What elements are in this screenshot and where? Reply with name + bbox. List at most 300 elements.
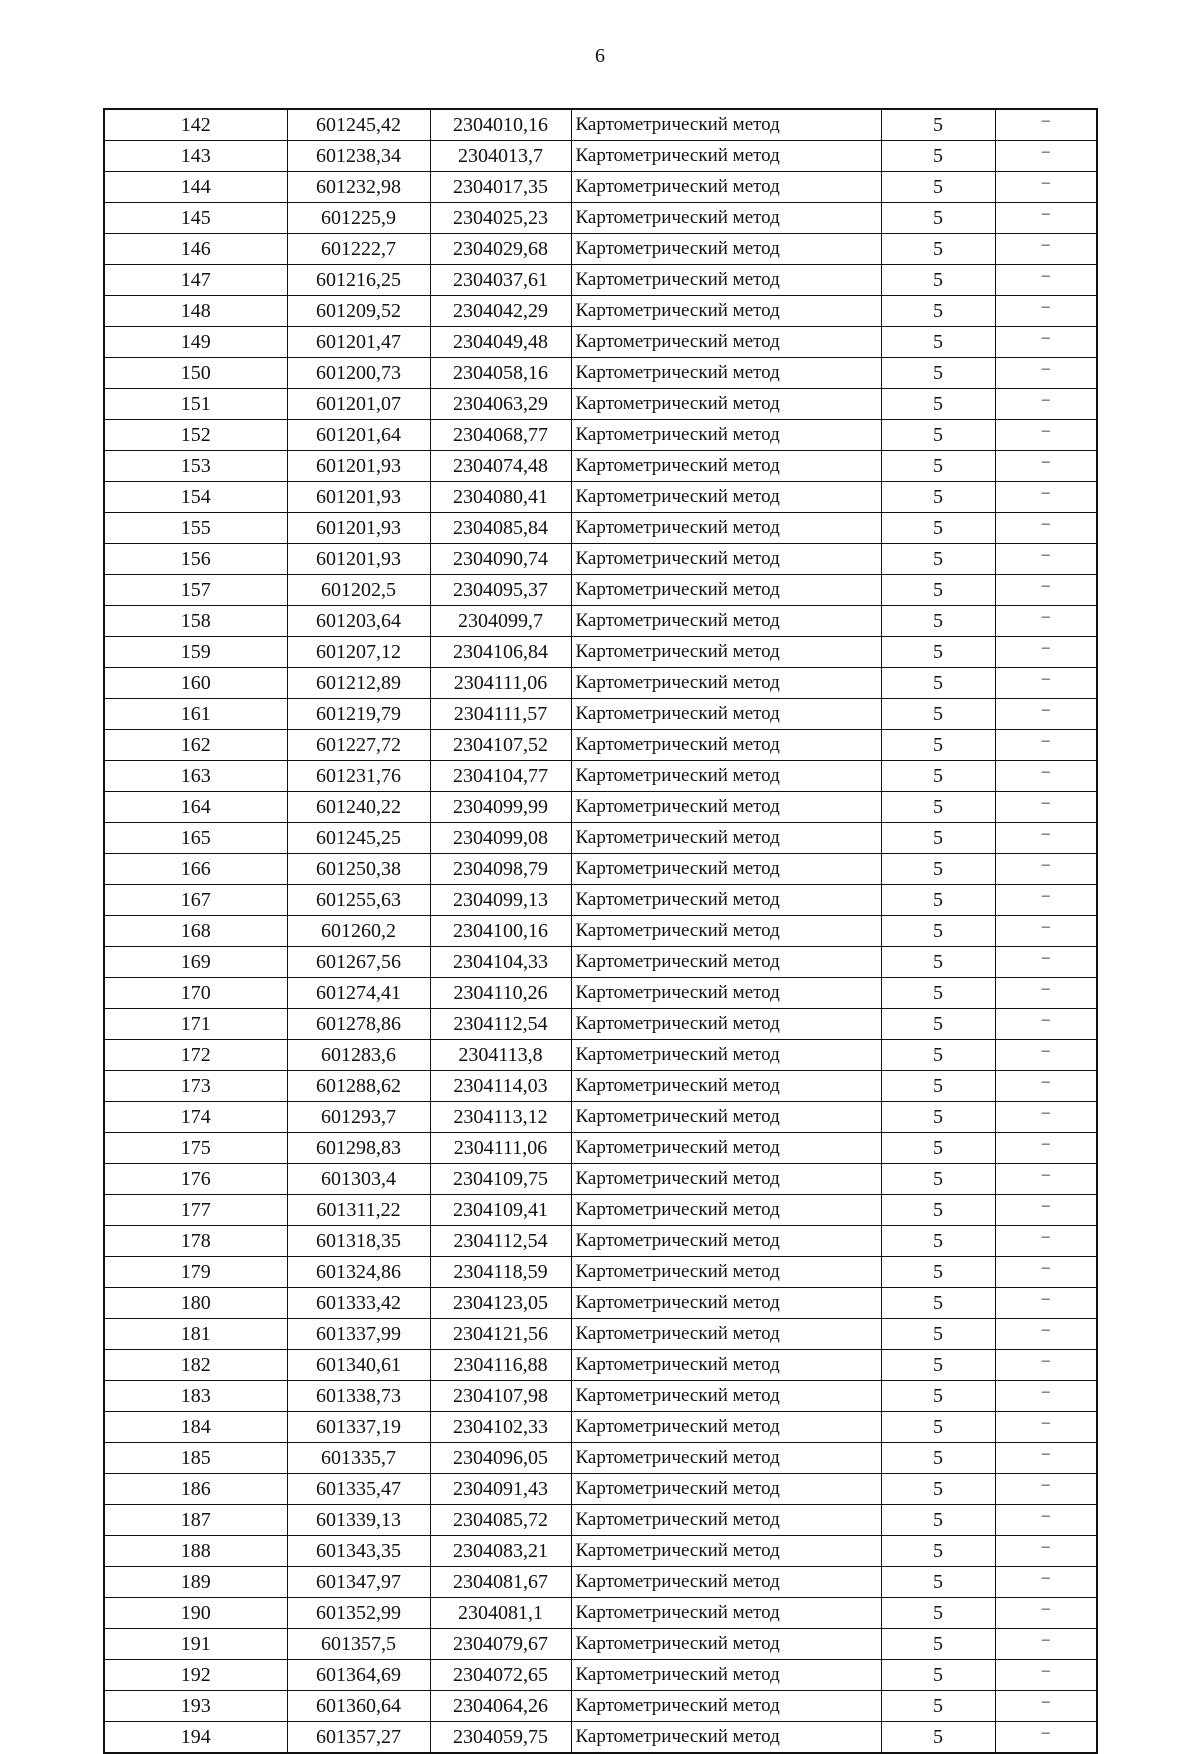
method-cell: Картометрический метод — [571, 699, 881, 730]
table-row — [104, 1381, 1097, 1412]
y-coordinate-cell: 2304091,43 — [430, 1474, 571, 1505]
description-cell: – — [995, 234, 1097, 265]
x-coordinate-cell: 601201,07 — [287, 389, 430, 420]
y-coordinate-cell: 2304107,52 — [430, 730, 571, 761]
y-coordinate-cell: 2304112,54 — [430, 1226, 571, 1257]
y-coordinate-cell: 2304025,23 — [430, 203, 571, 234]
description-cell: – — [995, 1226, 1097, 1257]
precision-cell: 5 — [881, 1350, 995, 1381]
x-coordinate-cell: 601245,25 — [287, 823, 430, 854]
x-coordinate-cell: 601207,12 — [287, 637, 430, 668]
point-number-cell: 180 — [104, 1288, 287, 1319]
point-number-cell: 193 — [104, 1691, 287, 1722]
x-coordinate-cell: 601216,25 — [287, 265, 430, 296]
method-cell: Картометрический метод — [571, 389, 881, 420]
point-number-cell: 189 — [104, 1567, 287, 1598]
table-row — [104, 296, 1097, 327]
point-number-cell: 174 — [104, 1102, 287, 1133]
precision-cell: 5 — [881, 1443, 995, 1474]
description-cell: – — [995, 668, 1097, 699]
description-cell: – — [995, 792, 1097, 823]
description-cell: – — [995, 699, 1097, 730]
table-row — [104, 575, 1097, 606]
table-row — [104, 730, 1097, 761]
y-coordinate-cell: 2304049,48 — [430, 327, 571, 358]
point-number-cell: 153 — [104, 451, 287, 482]
precision-cell: 5 — [881, 1381, 995, 1412]
x-coordinate-cell: 601227,72 — [287, 730, 430, 761]
point-number-cell: 143 — [104, 141, 287, 172]
y-coordinate-cell: 2304111,57 — [430, 699, 571, 730]
table-row — [104, 823, 1097, 854]
method-cell: Картометрический метод — [571, 327, 881, 358]
description-cell: – — [995, 1257, 1097, 1288]
method-cell: Картометрический метод — [571, 792, 881, 823]
y-coordinate-cell: 2304081,67 — [430, 1567, 571, 1598]
y-coordinate-cell: 2304099,13 — [430, 885, 571, 916]
method-cell: Картометрический метод — [571, 109, 881, 141]
description-cell: – — [995, 1195, 1097, 1226]
point-number-cell: 171 — [104, 1009, 287, 1040]
x-coordinate-cell: 601335,47 — [287, 1474, 430, 1505]
y-coordinate-cell: 2304109,75 — [430, 1164, 571, 1195]
description-cell: – — [995, 327, 1097, 358]
precision-cell: 5 — [881, 699, 995, 730]
description-cell: – — [995, 978, 1097, 1009]
description-cell: – — [995, 1071, 1097, 1102]
table-row — [104, 885, 1097, 916]
table-row — [104, 1505, 1097, 1536]
point-number-cell: 160 — [104, 668, 287, 699]
y-coordinate-cell: 2304106,84 — [430, 637, 571, 668]
description-cell: – — [995, 1474, 1097, 1505]
y-coordinate-cell: 2304118,59 — [430, 1257, 571, 1288]
point-number-cell: 146 — [104, 234, 287, 265]
method-cell: Картометрический метод — [571, 978, 881, 1009]
precision-cell: 5 — [881, 451, 995, 482]
y-coordinate-cell: 2304010,16 — [430, 109, 571, 141]
precision-cell: 5 — [881, 1195, 995, 1226]
precision-cell: 5 — [881, 1226, 995, 1257]
table-row — [104, 1257, 1097, 1288]
x-coordinate-cell: 601364,69 — [287, 1660, 430, 1691]
x-coordinate-cell: 601343,35 — [287, 1536, 430, 1567]
point-number-cell: 178 — [104, 1226, 287, 1257]
table-row — [104, 1102, 1097, 1133]
description-cell: – — [995, 1567, 1097, 1598]
method-cell: Картометрический метод — [571, 947, 881, 978]
point-number-cell: 150 — [104, 358, 287, 389]
y-coordinate-cell: 2304029,68 — [430, 234, 571, 265]
y-coordinate-cell: 2304074,48 — [430, 451, 571, 482]
point-number-cell: 157 — [104, 575, 287, 606]
x-coordinate-cell: 601293,7 — [287, 1102, 430, 1133]
point-number-cell: 156 — [104, 544, 287, 575]
y-coordinate-cell: 2304098,79 — [430, 854, 571, 885]
y-coordinate-cell: 2304042,29 — [430, 296, 571, 327]
x-coordinate-cell: 601335,7 — [287, 1443, 430, 1474]
point-number-cell: 179 — [104, 1257, 287, 1288]
method-cell: Картометрический метод — [571, 761, 881, 792]
x-coordinate-cell: 601201,93 — [287, 482, 430, 513]
method-cell: Картометрический метод — [571, 1133, 881, 1164]
point-number-cell: 154 — [104, 482, 287, 513]
description-cell: – — [995, 265, 1097, 296]
y-coordinate-cell: 2304099,99 — [430, 792, 571, 823]
method-cell: Картометрический метод — [571, 1474, 881, 1505]
description-cell: – — [995, 544, 1097, 575]
method-cell: Картометрический метод — [571, 1040, 881, 1071]
table-row — [104, 451, 1097, 482]
table-row — [104, 358, 1097, 389]
method-cell: Картометрический метод — [571, 637, 881, 668]
description-cell: – — [995, 172, 1097, 203]
x-coordinate-cell: 601340,61 — [287, 1350, 430, 1381]
table-row — [104, 637, 1097, 668]
x-coordinate-cell: 601238,34 — [287, 141, 430, 172]
table-row — [104, 1412, 1097, 1443]
precision-cell: 5 — [881, 203, 995, 234]
point-number-cell: 168 — [104, 916, 287, 947]
point-number-cell: 155 — [104, 513, 287, 544]
method-cell: Картометрический метод — [571, 1381, 881, 1412]
table-row — [104, 327, 1097, 358]
table-row — [104, 172, 1097, 203]
x-coordinate-cell: 601231,76 — [287, 761, 430, 792]
y-coordinate-cell: 2304111,06 — [430, 1133, 571, 1164]
method-cell: Картометрический метод — [571, 1722, 881, 1754]
table-row — [104, 1691, 1097, 1722]
y-coordinate-cell: 2304109,41 — [430, 1195, 571, 1226]
point-number-cell: 162 — [104, 730, 287, 761]
method-cell: Картометрический метод — [571, 1660, 881, 1691]
y-coordinate-cell: 2304121,56 — [430, 1319, 571, 1350]
coordinates-table-body — [104, 109, 1097, 1753]
method-cell: Картометрический метод — [571, 1598, 881, 1629]
x-coordinate-cell: 601324,86 — [287, 1257, 430, 1288]
description-cell: – — [995, 141, 1097, 172]
table-row — [104, 389, 1097, 420]
precision-cell: 5 — [881, 1009, 995, 1040]
point-number-cell: 144 — [104, 172, 287, 203]
y-coordinate-cell: 2304107,98 — [430, 1381, 571, 1412]
table-row — [104, 1660, 1097, 1691]
point-number-cell: 181 — [104, 1319, 287, 1350]
y-coordinate-cell: 2304096,05 — [430, 1443, 571, 1474]
x-coordinate-cell: 601201,93 — [287, 544, 430, 575]
description-cell: – — [995, 513, 1097, 544]
table-row — [104, 203, 1097, 234]
description-cell: – — [995, 885, 1097, 916]
description-cell: – — [995, 296, 1097, 327]
precision-cell: 5 — [881, 1660, 995, 1691]
table-row — [104, 513, 1097, 544]
point-number-cell: 167 — [104, 885, 287, 916]
point-number-cell: 159 — [104, 637, 287, 668]
method-cell: Картометрический метод — [571, 1257, 881, 1288]
table-row — [104, 947, 1097, 978]
description-cell: – — [995, 730, 1097, 761]
point-number-cell: 185 — [104, 1443, 287, 1474]
x-coordinate-cell: 601311,22 — [287, 1195, 430, 1226]
table-row — [104, 1598, 1097, 1629]
table-row — [104, 1319, 1097, 1350]
x-coordinate-cell: 601200,73 — [287, 358, 430, 389]
precision-cell: 5 — [881, 482, 995, 513]
y-coordinate-cell: 2304072,65 — [430, 1660, 571, 1691]
x-coordinate-cell: 601318,35 — [287, 1226, 430, 1257]
table-row — [104, 1722, 1097, 1754]
y-coordinate-cell: 2304099,08 — [430, 823, 571, 854]
precision-cell: 5 — [881, 141, 995, 172]
y-coordinate-cell: 2304068,77 — [430, 420, 571, 451]
precision-cell: 5 — [881, 1257, 995, 1288]
point-number-cell: 191 — [104, 1629, 287, 1660]
table-row — [104, 792, 1097, 823]
x-coordinate-cell: 601339,13 — [287, 1505, 430, 1536]
precision-cell: 5 — [881, 513, 995, 544]
method-cell: Картометрический метод — [571, 1629, 881, 1660]
description-cell: – — [995, 854, 1097, 885]
table-row — [104, 234, 1097, 265]
description-cell: – — [995, 1288, 1097, 1319]
description-cell: – — [995, 1319, 1097, 1350]
description-cell: – — [995, 1040, 1097, 1071]
point-number-cell: 148 — [104, 296, 287, 327]
precision-cell: 5 — [881, 1598, 995, 1629]
y-coordinate-cell: 2304083,21 — [430, 1536, 571, 1567]
x-coordinate-cell: 601267,56 — [287, 947, 430, 978]
precision-cell: 5 — [881, 1164, 995, 1195]
point-number-cell: 142 — [104, 109, 287, 141]
x-coordinate-cell: 601219,79 — [287, 699, 430, 730]
precision-cell: 5 — [881, 544, 995, 575]
y-coordinate-cell: 2304090,74 — [430, 544, 571, 575]
table-row — [104, 265, 1097, 296]
point-number-cell: 182 — [104, 1350, 287, 1381]
table-row — [104, 1536, 1097, 1567]
y-coordinate-cell: 2304112,54 — [430, 1009, 571, 1040]
x-coordinate-cell: 601255,63 — [287, 885, 430, 916]
table-row — [104, 1474, 1097, 1505]
point-number-cell: 184 — [104, 1412, 287, 1443]
method-cell: Картометрический метод — [571, 1350, 881, 1381]
point-number-cell: 151 — [104, 389, 287, 420]
description-cell: – — [995, 1536, 1097, 1567]
y-coordinate-cell: 2304079,67 — [430, 1629, 571, 1660]
method-cell: Картометрический метод — [571, 1567, 881, 1598]
precision-cell: 5 — [881, 265, 995, 296]
point-number-cell: 147 — [104, 265, 287, 296]
precision-cell: 5 — [881, 1691, 995, 1722]
x-coordinate-cell: 601333,42 — [287, 1288, 430, 1319]
precision-cell: 5 — [881, 978, 995, 1009]
coordinates-table — [103, 108, 1098, 1754]
precision-cell: 5 — [881, 1567, 995, 1598]
method-cell: Картометрический метод — [571, 1102, 881, 1133]
table-row — [104, 1133, 1097, 1164]
precision-cell: 5 — [881, 327, 995, 358]
method-cell: Картометрический метод — [571, 451, 881, 482]
y-coordinate-cell: 2304017,35 — [430, 172, 571, 203]
x-coordinate-cell: 601225,9 — [287, 203, 430, 234]
description-cell: – — [995, 916, 1097, 947]
description-cell: – — [995, 1164, 1097, 1195]
precision-cell: 5 — [881, 420, 995, 451]
x-coordinate-cell: 601209,52 — [287, 296, 430, 327]
precision-cell: 5 — [881, 1288, 995, 1319]
precision-cell: 5 — [881, 109, 995, 141]
y-coordinate-cell: 2304064,26 — [430, 1691, 571, 1722]
table-row — [104, 1350, 1097, 1381]
point-number-cell: 190 — [104, 1598, 287, 1629]
method-cell: Картометрический метод — [571, 1164, 881, 1195]
table-row — [104, 761, 1097, 792]
point-number-cell: 192 — [104, 1660, 287, 1691]
x-coordinate-cell: 601303,4 — [287, 1164, 430, 1195]
y-coordinate-cell: 2304116,88 — [430, 1350, 571, 1381]
method-cell: Картометрический метод — [571, 668, 881, 699]
table-row — [104, 1009, 1097, 1040]
description-cell: – — [995, 358, 1097, 389]
x-coordinate-cell: 601240,22 — [287, 792, 430, 823]
y-coordinate-cell: 2304102,33 — [430, 1412, 571, 1443]
method-cell: Картометрический метод — [571, 203, 881, 234]
point-number-cell: 173 — [104, 1071, 287, 1102]
precision-cell: 5 — [881, 730, 995, 761]
page-number: 6 — [595, 45, 605, 67]
point-number-cell: 166 — [104, 854, 287, 885]
method-cell: Картометрический метод — [571, 1536, 881, 1567]
description-cell: – — [995, 1505, 1097, 1536]
method-cell: Картометрический метод — [571, 854, 881, 885]
y-coordinate-cell: 2304113,8 — [430, 1040, 571, 1071]
y-coordinate-cell: 2304110,26 — [430, 978, 571, 1009]
point-number-cell: 152 — [104, 420, 287, 451]
y-coordinate-cell: 2304113,12 — [430, 1102, 571, 1133]
x-coordinate-cell: 601201,93 — [287, 513, 430, 544]
x-coordinate-cell: 601202,5 — [287, 575, 430, 606]
table-row — [104, 141, 1097, 172]
x-coordinate-cell: 601201,47 — [287, 327, 430, 358]
method-cell: Картометрический метод — [571, 358, 881, 389]
method-cell: Картометрический метод — [571, 1226, 881, 1257]
y-coordinate-cell: 2304058,16 — [430, 358, 571, 389]
table-row — [104, 420, 1097, 451]
method-cell: Картометрический метод — [571, 606, 881, 637]
point-number-cell: 161 — [104, 699, 287, 730]
point-number-cell: 172 — [104, 1040, 287, 1071]
table-row — [104, 1071, 1097, 1102]
y-coordinate-cell: 2304085,84 — [430, 513, 571, 544]
table-row — [104, 1164, 1097, 1195]
y-coordinate-cell: 2304013,7 — [430, 141, 571, 172]
table-row — [104, 668, 1097, 699]
precision-cell: 5 — [881, 792, 995, 823]
precision-cell: 5 — [881, 947, 995, 978]
table-row — [104, 1629, 1097, 1660]
point-number-cell: 163 — [104, 761, 287, 792]
method-cell: Картометрический метод — [571, 141, 881, 172]
precision-cell: 5 — [881, 575, 995, 606]
y-coordinate-cell: 2304085,72 — [430, 1505, 571, 1536]
description-cell: – — [995, 1660, 1097, 1691]
method-cell: Картометрический метод — [571, 1443, 881, 1474]
method-cell: Картометрический метод — [571, 575, 881, 606]
y-coordinate-cell: 2304063,29 — [430, 389, 571, 420]
x-coordinate-cell: 601274,41 — [287, 978, 430, 1009]
description-cell: – — [995, 1412, 1097, 1443]
y-coordinate-cell: 2304104,33 — [430, 947, 571, 978]
precision-cell: 5 — [881, 1319, 995, 1350]
y-coordinate-cell: 2304123,05 — [430, 1288, 571, 1319]
description-cell: – — [995, 637, 1097, 668]
y-coordinate-cell: 2304059,75 — [430, 1722, 571, 1754]
point-number-cell: 183 — [104, 1381, 287, 1412]
description-cell: – — [995, 1009, 1097, 1040]
y-coordinate-cell: 2304081,1 — [430, 1598, 571, 1629]
precision-cell: 5 — [881, 668, 995, 699]
method-cell: Картометрический метод — [571, 885, 881, 916]
table-row — [104, 1195, 1097, 1226]
x-coordinate-cell: 601357,5 — [287, 1629, 430, 1660]
x-coordinate-cell: 601283,6 — [287, 1040, 430, 1071]
x-coordinate-cell: 601222,7 — [287, 234, 430, 265]
description-cell: – — [995, 1722, 1097, 1754]
table-row — [104, 544, 1097, 575]
point-number-cell: 177 — [104, 1195, 287, 1226]
y-coordinate-cell: 2304099,7 — [430, 606, 571, 637]
y-coordinate-cell: 2304095,37 — [430, 575, 571, 606]
table-row — [104, 978, 1097, 1009]
precision-cell: 5 — [881, 1536, 995, 1567]
x-coordinate-cell: 601347,97 — [287, 1567, 430, 1598]
point-number-cell: 194 — [104, 1722, 287, 1754]
table-row — [104, 699, 1097, 730]
x-coordinate-cell: 601298,83 — [287, 1133, 430, 1164]
point-number-cell: 145 — [104, 203, 287, 234]
method-cell: Картометрический метод — [571, 265, 881, 296]
precision-cell: 5 — [881, 761, 995, 792]
precision-cell: 5 — [881, 389, 995, 420]
point-number-cell: 164 — [104, 792, 287, 823]
table-row — [104, 854, 1097, 885]
description-cell: – — [995, 451, 1097, 482]
method-cell: Картометрический метод — [571, 916, 881, 947]
description-cell: – — [995, 1381, 1097, 1412]
method-cell: Картометрический метод — [571, 1195, 881, 1226]
y-coordinate-cell: 2304111,06 — [430, 668, 571, 699]
method-cell: Картометрический метод — [571, 482, 881, 513]
method-cell: Картометрический метод — [571, 1319, 881, 1350]
method-cell: Картометрический метод — [571, 544, 881, 575]
method-cell: Картометрический метод — [571, 1505, 881, 1536]
method-cell: Картометрический метод — [571, 1009, 881, 1040]
x-coordinate-cell: 601352,99 — [287, 1598, 430, 1629]
point-number-cell: 149 — [104, 327, 287, 358]
table-row — [104, 1443, 1097, 1474]
table-row — [104, 482, 1097, 513]
precision-cell: 5 — [881, 1133, 995, 1164]
point-number-cell: 158 — [104, 606, 287, 637]
table-row — [104, 1567, 1097, 1598]
method-cell: Картометрический метод — [571, 234, 881, 265]
method-cell: Картометрический метод — [571, 1691, 881, 1722]
method-cell: Картометрический метод — [571, 1412, 881, 1443]
table-row — [104, 1040, 1097, 1071]
x-coordinate-cell: 601337,99 — [287, 1319, 430, 1350]
y-coordinate-cell: 2304037,61 — [430, 265, 571, 296]
